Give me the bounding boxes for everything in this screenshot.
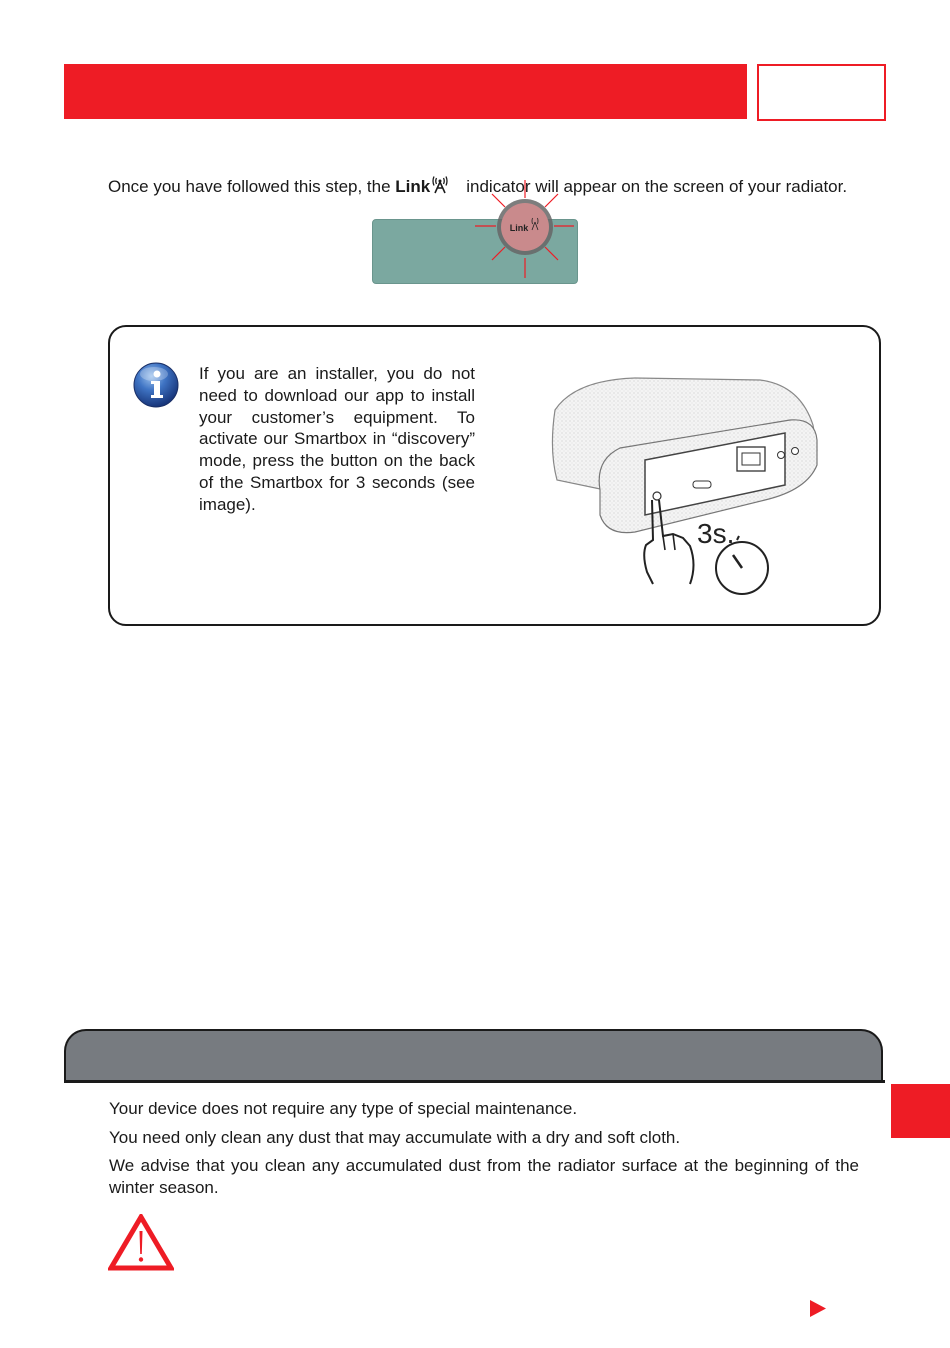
- side-tab-marker: [891, 1084, 950, 1138]
- maintenance-paragraph: We advise that you clean any accumulated dust from the radiator surface at the beginning of the winter season.: [109, 1156, 859, 1197]
- link-indicator-glow: [470, 180, 580, 280]
- duration-label: 3s.: [697, 518, 735, 549]
- section-divider: [64, 1080, 885, 1083]
- link-indicator-label: Link: [395, 177, 431, 196]
- maintenance-paragraph: Your device does not require any type of special maintenance.: [109, 1099, 578, 1118]
- page-number-box: [757, 64, 886, 121]
- header-bar: [64, 64, 747, 119]
- smartbox-illustration: [545, 340, 825, 595]
- maintenance-paragraph: You need only clean any dust that may accumulate with a dry and soft cloth.: [109, 1127, 681, 1147]
- intro-text-before: Once you have followed this step, the: [108, 177, 396, 196]
- info-icon: [133, 362, 179, 408]
- display-link-label: Link: [509, 223, 529, 233]
- link-antenna-icon: [430, 176, 450, 194]
- maintenance-section-header: [64, 1029, 883, 1081]
- next-page-arrow-icon[interactable]: [809, 1299, 827, 1318]
- warning-triangle-icon: [108, 1214, 174, 1271]
- maintenance-text: [109, 1098, 859, 1206]
- intro-text-after: indicator will appear on the screen of your radiator.: [466, 177, 848, 196]
- installer-info-text: If you are an installer, you do not need to download our app to install your customer’s equipment. To activate our Smartbox in “discovery” mode, press the button on the back of the Smartbox for 3 seconds (see image).: [199, 364, 475, 514]
